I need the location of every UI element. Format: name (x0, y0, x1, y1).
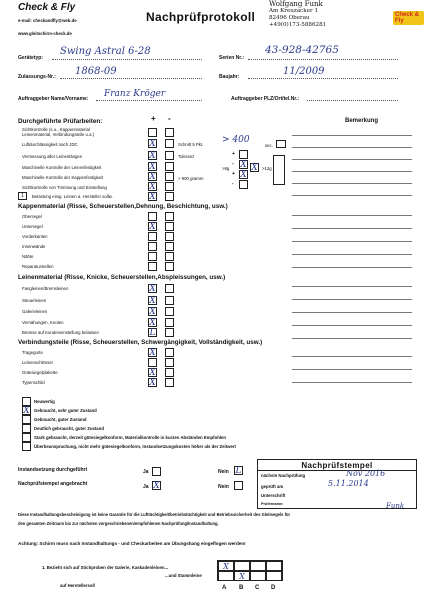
check-cell[interactable] (148, 358, 157, 367)
nein-label: Nein (218, 484, 229, 490)
address-street: Am Kreuzacker 1 (269, 8, 319, 14)
remark-line (292, 254, 412, 255)
pa-item: Maschinelle Kontrolle der Leinenfestigkeit (22, 165, 102, 170)
col-a: A (222, 585, 227, 591)
check-cell[interactable] (165, 172, 174, 181)
check-cell[interactable]: X (149, 172, 156, 182)
leinen-item: Steuerleinen (22, 298, 47, 303)
check-cell[interactable]: X (149, 284, 156, 294)
check-cell[interactable] (165, 378, 174, 387)
check-cell[interactable] (165, 252, 174, 261)
zustand-item: Stark gebraucht, derzeit gütesiegelkonform, Materialkontrolle in kurzen Abständen Empfohlen (34, 435, 227, 440)
col-plus: + (151, 114, 156, 123)
naechste-label: nächste Nachprüfung (261, 473, 306, 478)
grid-cell[interactable] (234, 561, 250, 571)
check-cell[interactable]: X (149, 162, 156, 172)
grid-cell[interactable] (266, 571, 282, 581)
pa-item: Sichtkontrolle (s.u., Kappenmaterial (22, 127, 90, 132)
zulassungs-label: Zulassungs-Nr.: (18, 74, 56, 80)
bottom-item-2: auf Herstellersoll (60, 583, 95, 588)
stempel-title: Nachprüfstempel (258, 461, 416, 471)
check-cell[interactable] (165, 262, 174, 271)
check-cell[interactable] (148, 128, 157, 137)
col-bemerkung: Bemerkung (345, 118, 379, 124)
grid-cell[interactable] (218, 571, 234, 581)
kappe-item: Vorderkanten (22, 234, 48, 239)
grid-cell[interactable]: X (234, 571, 250, 581)
auftraggeber-value: Franz Kröger (104, 89, 166, 99)
kappe-item: Nähte (22, 254, 34, 259)
check-cell[interactable] (165, 284, 174, 293)
geraetetyp-value: Swing Astral 6-28 (60, 46, 151, 57)
remark-line (292, 241, 412, 242)
pa-item: Belastung einig. Leinen a. Hersteller sollw. (32, 194, 113, 199)
kap-minus: - (232, 181, 234, 187)
leinen-item: Vernähungen, Knoten (22, 320, 64, 325)
zustand-checkbox[interactable] (22, 442, 31, 451)
check-cell[interactable] (165, 128, 174, 137)
kappe-heading: Kappenmaterial (Risse, Scheuerstellen,Dehnung, Beschichtung, usw.) (18, 203, 228, 210)
pruefername-label: Prüfername: (261, 502, 284, 506)
check-cell[interactable]: X (149, 139, 156, 149)
ja-label: Ja (143, 469, 149, 475)
pa-item: Vermessung aller Leinenlängen (22, 154, 83, 159)
check-cell[interactable] (165, 358, 174, 367)
ja-label: Ja (143, 484, 149, 490)
seriennr-value: 43-928-42765 (265, 44, 339, 56)
geprueft-value: 5.11.2014 (328, 479, 369, 488)
bottom-item-1b: ...und Stammleine (165, 573, 202, 578)
grid-cell[interactable] (250, 571, 266, 581)
ja-checkbox[interactable]: X (153, 481, 160, 491)
zustand-item: Gebraucht, guter Zustand (34, 417, 87, 422)
remark-line (292, 195, 412, 196)
grid-cell[interactable]: X (218, 561, 234, 571)
remark-line (292, 382, 412, 383)
remark-line (292, 325, 412, 326)
auftraggeber-label: Auftraggeber Name/Vorname: (18, 96, 89, 102)
verbindung-item: Typenschild (22, 380, 45, 385)
verbindung-item: Leinenschlösser (22, 360, 54, 365)
logo-left: Check & Fly (18, 2, 76, 13)
check-cell[interactable] (165, 368, 174, 377)
check-cell[interactable] (165, 242, 174, 251)
disclaimer-line-2: den gesamten Zeitraum bis zur nächsten vorgeschriebenen/empfohlenen Nachprüfung/Instandhaltung. (18, 521, 219, 526)
ja-checkbox[interactable] (152, 467, 161, 476)
check-cell[interactable] (239, 150, 248, 159)
page-title: Nachprüfprotokoll (146, 10, 256, 24)
remark-line (292, 183, 412, 184)
kappe-item: Reparaturstellen (22, 264, 54, 269)
check-cell[interactable]: X (149, 222, 156, 232)
gt900-label: > 900 gramm (178, 176, 204, 181)
check-cell[interactable] (165, 318, 174, 327)
check-cell[interactable] (165, 212, 174, 221)
check-cell[interactable] (165, 162, 174, 171)
check-cell[interactable]: X (240, 170, 247, 180)
toleranz-label: Toleranz (178, 154, 195, 159)
check-cell[interactable] (148, 242, 157, 251)
remark-line (292, 267, 412, 268)
remark-line (292, 299, 412, 300)
signature: Funk (386, 502, 405, 510)
zustand-item: Neuwertig (34, 399, 55, 404)
check-cell[interactable]: X (149, 378, 156, 388)
logo-right: Check & Fly (393, 11, 424, 25)
pa-item: Sichtkontrolle von Trimmung und Einstellung (22, 185, 107, 190)
check-cell[interactable] (148, 262, 157, 271)
baujahr-line (248, 78, 398, 79)
remark-line (292, 147, 412, 148)
baujahr-value: 11/2009 (283, 66, 325, 77)
col-minus: - (168, 114, 171, 123)
tol-box (273, 155, 285, 185)
sec-label: sec. (265, 143, 273, 148)
auftraggeber-line (96, 100, 202, 101)
kappe-item: Untersegel (22, 224, 43, 229)
remark-line (292, 215, 412, 216)
check-cell[interactable] (239, 180, 248, 189)
verbindung-item: Gütesiegelplakette (22, 370, 58, 375)
zustand-item: Deutlich gebraucht, guter Zustand (34, 426, 104, 431)
zustand-checkbox[interactable] (22, 415, 31, 424)
pa-item: Maschinelle Kontrolle der Kappenfestigkeit (22, 175, 104, 180)
zustand-checkbox[interactable] (22, 424, 31, 433)
bottom-item-1: 1. Bezieht sich auf Stichproben der Galerie, Kaskadenleinen... (42, 565, 169, 570)
seriennr-label: Serien Nr.: (219, 55, 245, 61)
nein-checkbox[interactable]: L (235, 466, 242, 476)
check-cell[interactable]: X (149, 307, 156, 317)
leinen-item: Bremse auf Kundeneinstellung belassen (22, 330, 99, 335)
zustand-checkbox[interactable] (22, 397, 31, 406)
check-cell[interactable] (148, 232, 157, 241)
remark-line (292, 312, 412, 313)
baujahr-label: Baujahr: (219, 74, 240, 80)
plz-line (307, 100, 398, 101)
nein-checkbox[interactable] (234, 481, 243, 490)
zulassungs-line (60, 78, 202, 79)
leinen-item: Galerieleinen (22, 309, 48, 314)
remark-line (292, 171, 412, 172)
check-cell[interactable] (165, 296, 174, 305)
remark-line (292, 135, 412, 136)
check-cell[interactable]: X (251, 163, 258, 173)
check-cell[interactable]: X (149, 318, 156, 328)
check-cell[interactable]: X (149, 192, 156, 202)
address-city: 82496 Oberau (269, 15, 310, 21)
pa-item: Luftdurchlässigkeit nach JDC (22, 142, 78, 147)
kappe-item: Innenwände (22, 244, 46, 249)
schnitt-value: > 400 (222, 135, 250, 145)
instand-durch-label: Instandsetzung durchgeführt (18, 467, 88, 473)
remark-line (292, 286, 412, 287)
grid-cell[interactable] (266, 561, 282, 571)
achtung-note: Achtung: Schirm muss nach Instandhaltungs - und Checkarbeiten am Übungshang eingeflogen werden! (18, 541, 246, 546)
remark-line (292, 338, 412, 339)
check-cell[interactable] (165, 328, 174, 337)
check-cell[interactable]: X (240, 160, 247, 170)
zustand-checkbox[interactable] (22, 433, 31, 442)
remark-line (292, 228, 412, 229)
kappe-item: Obersegel (22, 214, 42, 219)
naechste-value: Nov 2016 (346, 469, 386, 478)
leinen-heading: Leinenmaterial (Risse, Knicke, Scheuerstellen,Abspleissungen, usw.) (18, 274, 226, 281)
stempel-angebracht-label: Nachprüfstempel angebracht (18, 481, 88, 487)
plz-label: Auftraggeber PLZ/Ort/tel.Nr.: (231, 96, 300, 102)
pa-item: Leinenmaterial, Verbindungsteile u.a.) (22, 132, 95, 137)
seriennr-line (248, 59, 398, 60)
check-cell[interactable] (165, 182, 174, 191)
check-cell[interactable]: X (149, 348, 156, 358)
tol-minus: - (232, 161, 234, 167)
zustand-checkbox[interactable]: X (23, 406, 30, 416)
address-block (269, 0, 326, 29)
geraetetyp-label: Gerätetyp: (18, 55, 44, 61)
pruefarbeiten-heading: Durchgeführte Prüfarbeiten: (18, 118, 103, 125)
check-cell[interactable] (165, 151, 174, 160)
check-cell[interactable] (165, 222, 174, 231)
check-cell[interactable] (148, 212, 157, 221)
verbindung-item: Tragegurte (22, 350, 43, 355)
remark-line (292, 369, 412, 370)
tol-plus: + (232, 151, 235, 157)
address-name: Wolfgang Funk (269, 0, 323, 8)
check-cell[interactable] (165, 348, 174, 357)
kap-plus: + (232, 171, 235, 177)
grid-cell[interactable] (250, 561, 266, 571)
check-cell[interactable] (165, 307, 174, 316)
zustand-item: Überbeanspruchung, nicht mehr gütesiegelkonform, Instandsetzungskosten höher als der Zeitwert (34, 444, 236, 449)
col-b: B (239, 585, 244, 591)
check-cell[interactable]: X (149, 296, 156, 306)
disclaimer-line-1: Diese Instandhaltungsbescheinigung ist keine Garantie für die Lufttüchtigkeit/betriebstüchtigkeit und Betriebssicherheit des Gleitsegels für (18, 512, 291, 517)
check-cell[interactable]: X (149, 151, 156, 161)
col-d: D (271, 585, 276, 591)
belastung-number-box: 1 (18, 192, 27, 200)
unterschrift-label: Unterschrift (261, 493, 286, 498)
abcd-grid (217, 560, 283, 581)
geraetetyp-line (52, 59, 202, 60)
schnitt-label: Schnitt 5 Pkt. (178, 142, 204, 147)
geprueft-label: geprüft am (261, 484, 284, 489)
check-cell[interactable] (148, 252, 157, 261)
check-cell[interactable] (165, 139, 174, 148)
verbindung-heading: Verbindungsteile (Risse, Scheuerstellen, Schwergängigkeit, Vollständigkeit, usw.) (18, 339, 263, 346)
sec-box (276, 140, 286, 148)
address-phone: +49(0)173-5886281 (269, 22, 327, 28)
gt12g-label: >12g (262, 166, 272, 171)
nein-label: Nein (218, 469, 229, 475)
check-cell[interactable] (165, 232, 174, 241)
check-cell[interactable]: L (149, 328, 156, 338)
remark-line (292, 356, 412, 357)
check-cell[interactable] (165, 192, 174, 201)
col-c: C (255, 585, 260, 591)
leinen-item: Fangleinen/Bremsleinen (22, 286, 69, 291)
zustand-item: Gebraucht, sehr guter Zustand (34, 408, 97, 413)
email: e-mail: checkandfly@web.de (18, 18, 77, 23)
gt8g-label: >8g (222, 166, 230, 171)
remark-line (292, 159, 412, 160)
check-cell[interactable]: X (149, 182, 156, 192)
zulassungs-value: 1868-09 (75, 66, 117, 77)
check-cell[interactable]: X (149, 368, 156, 378)
website: www.gleitschirm-check.de (18, 31, 72, 36)
